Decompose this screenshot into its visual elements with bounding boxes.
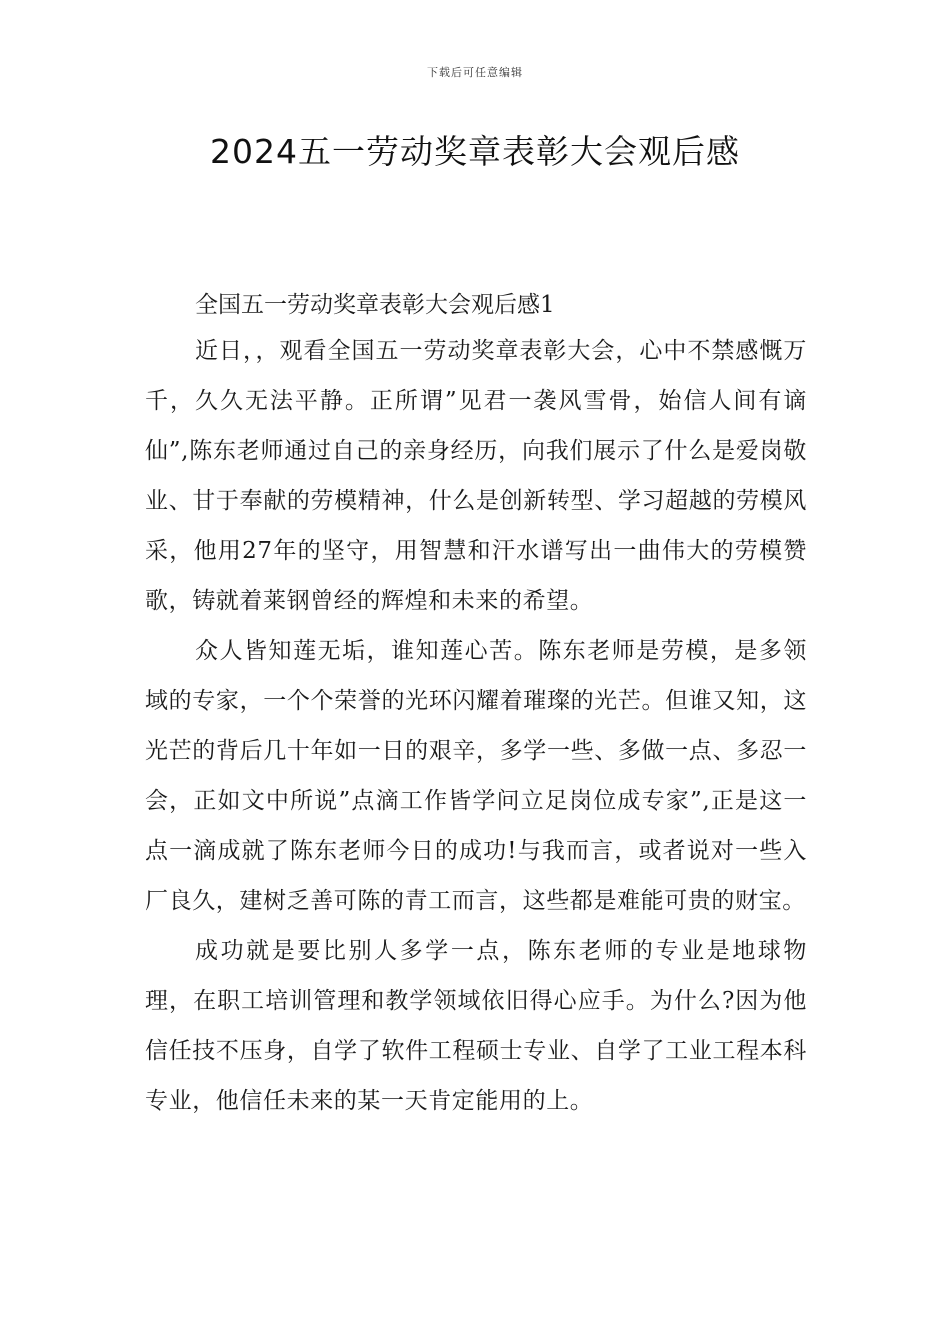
document-title: 2024五一劳动奖章表彰大会观后感 bbox=[210, 132, 740, 171]
paragraph-3: 成功就是要比别人多学一点，陈东老师的专业是地球物理，在职工培训管理和教学领域依旧得心应手。为什么?因为他信任技不压身，自学了软件工程硕士专业、自学了工业工程本科专业，他信任未来的某一天肯定能用的上。 bbox=[145, 938, 807, 1114]
document-body bbox=[145, 280, 807, 1126]
section-subheading: 全国五一劳动奖章表彰大会观后感1 bbox=[195, 292, 555, 318]
header-note: 下载后可任意编辑 bbox=[427, 66, 523, 79]
paragraph-1: 近日，，观看全国五一劳动奖章表彰大会，心中不禁感慨万千，久久无法平静。正所谓”见君一袭风雪骨，始信人间有谪仙”,陈东老师通过自己的亲身经历，向我们展示了什么是爱岗敬业、甘于奉献的劳模精神，什么是创新转型、学习超越的劳模风采，他用27年的坚守，用智慧和汗水谱写出一曲伟大的劳模赞歌，铸就着莱钢曾经的辉煌和未来的希望。 bbox=[145, 338, 807, 614]
paragraph-2: 众人皆知莲无垢，谁知莲心苦。陈东老师是劳模，是多领域的专家，一个个荣誉的光环闪耀着璀璨的光芒。但谁又知，这光芒的背后几十年如一日的艰辛，多学一些、多做一点、多忍一会，正如文中所说”点滴工作皆学问立足岗位成专家”,正是这一点一滴成就了陈东老师今日的成功!与我而言，或者说对一些入厂良久，建树乏善可陈的青工而言，这些都是难能可贵的财宝。 bbox=[145, 638, 807, 914]
